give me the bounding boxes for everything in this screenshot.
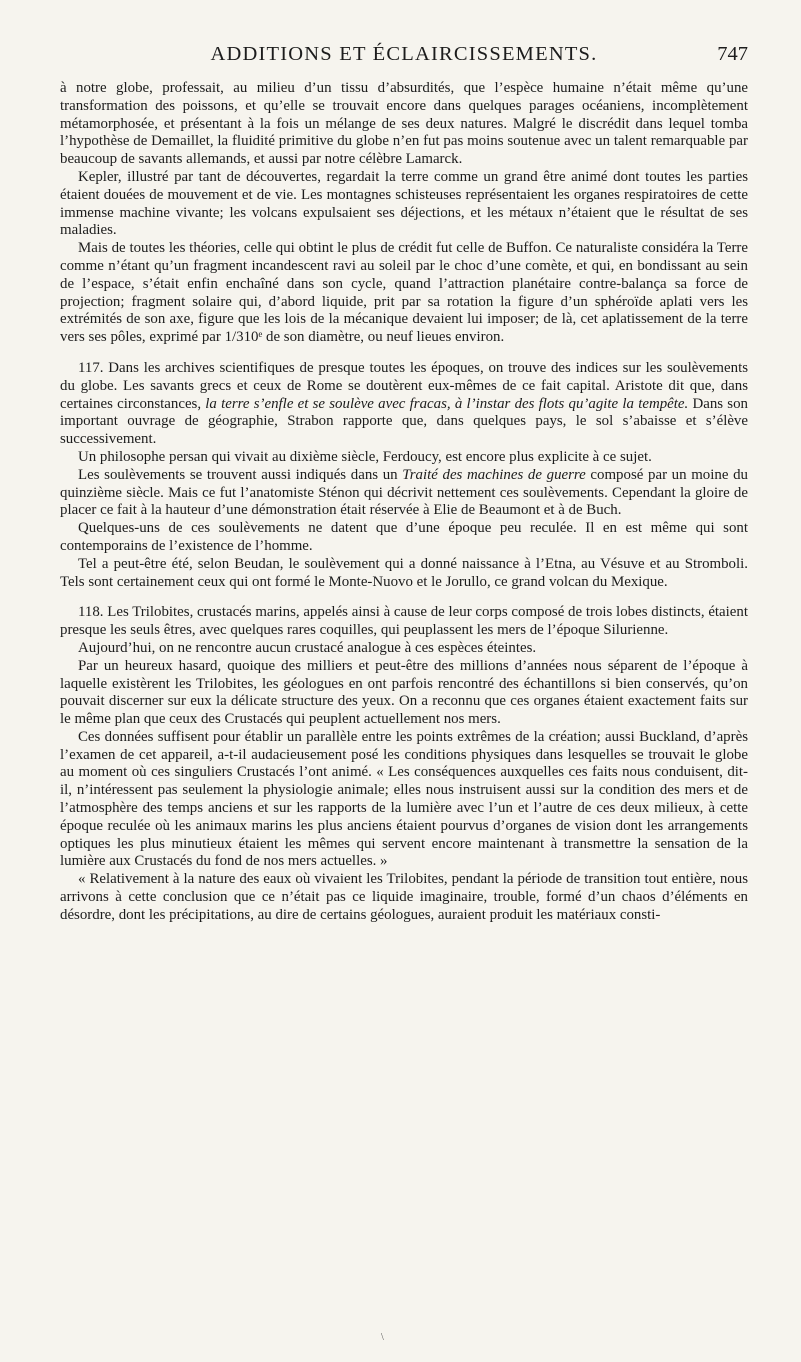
italic-title: Traité des machines de guerre: [402, 466, 586, 483]
footer-mark: \: [381, 1332, 384, 1343]
page-header: [60, 40, 748, 80]
paragraph: « Relativement à la nature des eaux où vivaient les Trilobites, pendant la période de transition tout entière, nous arrivons à cette conclusion que ce n’était pas ce liquide imaginaire, trouble, formé d’un chaos d’éléments en désordre, dont les précipitations, au dire de certains géologues, auraient produit les matériaux consti-: [60, 871, 748, 923]
paragraph: Les soulèvements se trouvent aussi indiqués dans un Traité des machines de guerre composé par un moine du quinzième siècle. Mais ce fut l’anatomiste Sténon qui décrivit nettement ces soulèvements. Cependant la gloire de placer ce fait à la hauteur d’une démonstration était réservée à Elie de Beaumont et à de Buch.: [60, 466, 748, 519]
section-117-paragraph: 117. Dans les archives scientifiques de presque toutes les époques, on trouve des indices sur les soulèvements du globe. Les savants grecs et ceux de Rome se doutèrent eux-mêmes de ce fait capital. Aristote dit que, dans certaines circonstances, la terre s’enfle et se soulève avec fracas, à l’instar des flots qu’agite la tempête. Dans son important ouvrage de géographie, Strabon rapporte que, dans quelques pays, le sol s’abaisse et s’élève successivement.: [60, 359, 748, 448]
paragraph: Tel a peut-être été, selon Beudan, le soulèvement qui a donné naissance à l’Etna, au Vésuve et au Stromboli. Tels sont certainement ceux qui ont formé le Monte-Nuovo et le Jorullo, ce grand volcan du Mexique.: [60, 555, 748, 590]
paragraph: Quelques-uns de ces soulèvements ne datent que d’une époque peu reculée. Il en est même qui sont contemporains de l’existence de l’homme.: [60, 520, 748, 554]
page: [60, 40, 748, 925]
italic-quote: la terre s’enfle et se soulève avec fracas, à l’instar des flots qu’agite la tempête.: [205, 395, 689, 412]
paragraph: Ces données suffisent pour établir un parallèle entre les points extrêmes de la création; aussi Buckland, d’après l’examen de cet appareil, a-t-il audacieusement posé les conditions physiques dans lesquelles se trouvait le globe au moment où ces singuliers Crustacés l’ont animé. « Les conséquences auxquelles ces faits nous conduisent, dit-il, n’intéressent pas seulement la physiologie animale; elles nous instruisent aussi sur la condition des mers et de l’atmosphère des temps anciens et sur les rapports de la lumière avec l’un et l’autre de ces deux milieux, à cette époque reculée où les animaux marins les plus anciens étaient pourvus d’organes de vision dont les arrangements optiques les plus minutieux étaient les mêmes qui servent encore maintenant à transmettre la sensation de la lumière aux Crustacés du fond de nos mers actuelles. »: [60, 728, 748, 870]
paragraph: Mais de toutes les théories, celle qui obtint le plus de crédit fut celle de Buffon. Ce naturaliste considéra la Terre comme n’étant qu’un fragment incandescent ravi au soleil par le choc d’une comète, et qui, en bondissant au sein de l’espace, s’était enfin enchaîné dans son cycle, quand l’attraction planétaire contre-balança sa force de projection; fragment solaire qui, d’abord liquide, prit par sa rotation la figure d’un sphéroïde aplati vers les extrémités de son axe, figure que les lois de la mécanique devaient lui imposer; de là, cet aplatissement de la terre vers ses pôles, exprimé par 1/310ᵉ de son diamètre, ou neuf lieues environ.: [60, 240, 748, 346]
paragraph: Un philosophe persan qui vivait au dixième siècle, Ferdoucy, est encore plus explicite à ce sujet.: [78, 448, 652, 465]
paragraph: Kepler, illustré par tant de découvertes, regardait la terre comme un grand être animé dont toutes les parties étaient douées de mouvement et de vie. Les montagnes schisteuses représentaient les organes respiratoires de cette immense machine vivante; les volcans expulsaient ses déjections, et les métaux n’étaient que le résultat de ses maladies.: [60, 168, 748, 239]
paragraph: Aujourd’hui, on ne rencontre aucun crustacé analogue à ces espèces éteintes.: [78, 639, 537, 656]
running-title: ADDITIONS ET ÉCLAIRCISSEMENTS.: [210, 43, 598, 65]
body-text: [60, 80, 748, 925]
paragraph: à notre globe, professait, au milieu d’un tissu d’absurdités, que l’espèce humaine n’était même qu’une transformation des poissons, et qu’elle se trouvait encore dans quelques parages océaniens, incomplètement métamorphosée, et présentant à la fois un mélange de ses deux natures. Malgré le discrédit dans lequel tomba l’hypothèse de Demaillet, la fluidité primitive du globe n’en fut pas moins soutenue avec un talent remarquable par beaucoup de savants allemands, et aussi par notre célèbre Lamarck.: [60, 80, 748, 168]
section-118-paragraph: 118. Les Trilobites, crustacés marins, appelés ainsi à cause de leur corps composé de trois lobes distincts, étaient presque les seuls êtres, avec quelques rares coquilles, qui peuplassent les mers de l’époque Silurienne.: [60, 604, 748, 639]
paragraph: Par un heureux hasard, quoique des milliers et peut-être des millions d’années nous séparent de l’époque à laquelle existèrent les Trilobites, les géologues en ont parfois rencontré des échantillons si bien conservés, qu’on pouvait discerner sur eux la délicate structure des yeux. On a reconnu que ces organes étaient exactement faits sur le même plan que ceux des Crustacés qui peuplent actuellement nos mers.: [60, 657, 748, 728]
page-number: 747: [717, 43, 748, 65]
